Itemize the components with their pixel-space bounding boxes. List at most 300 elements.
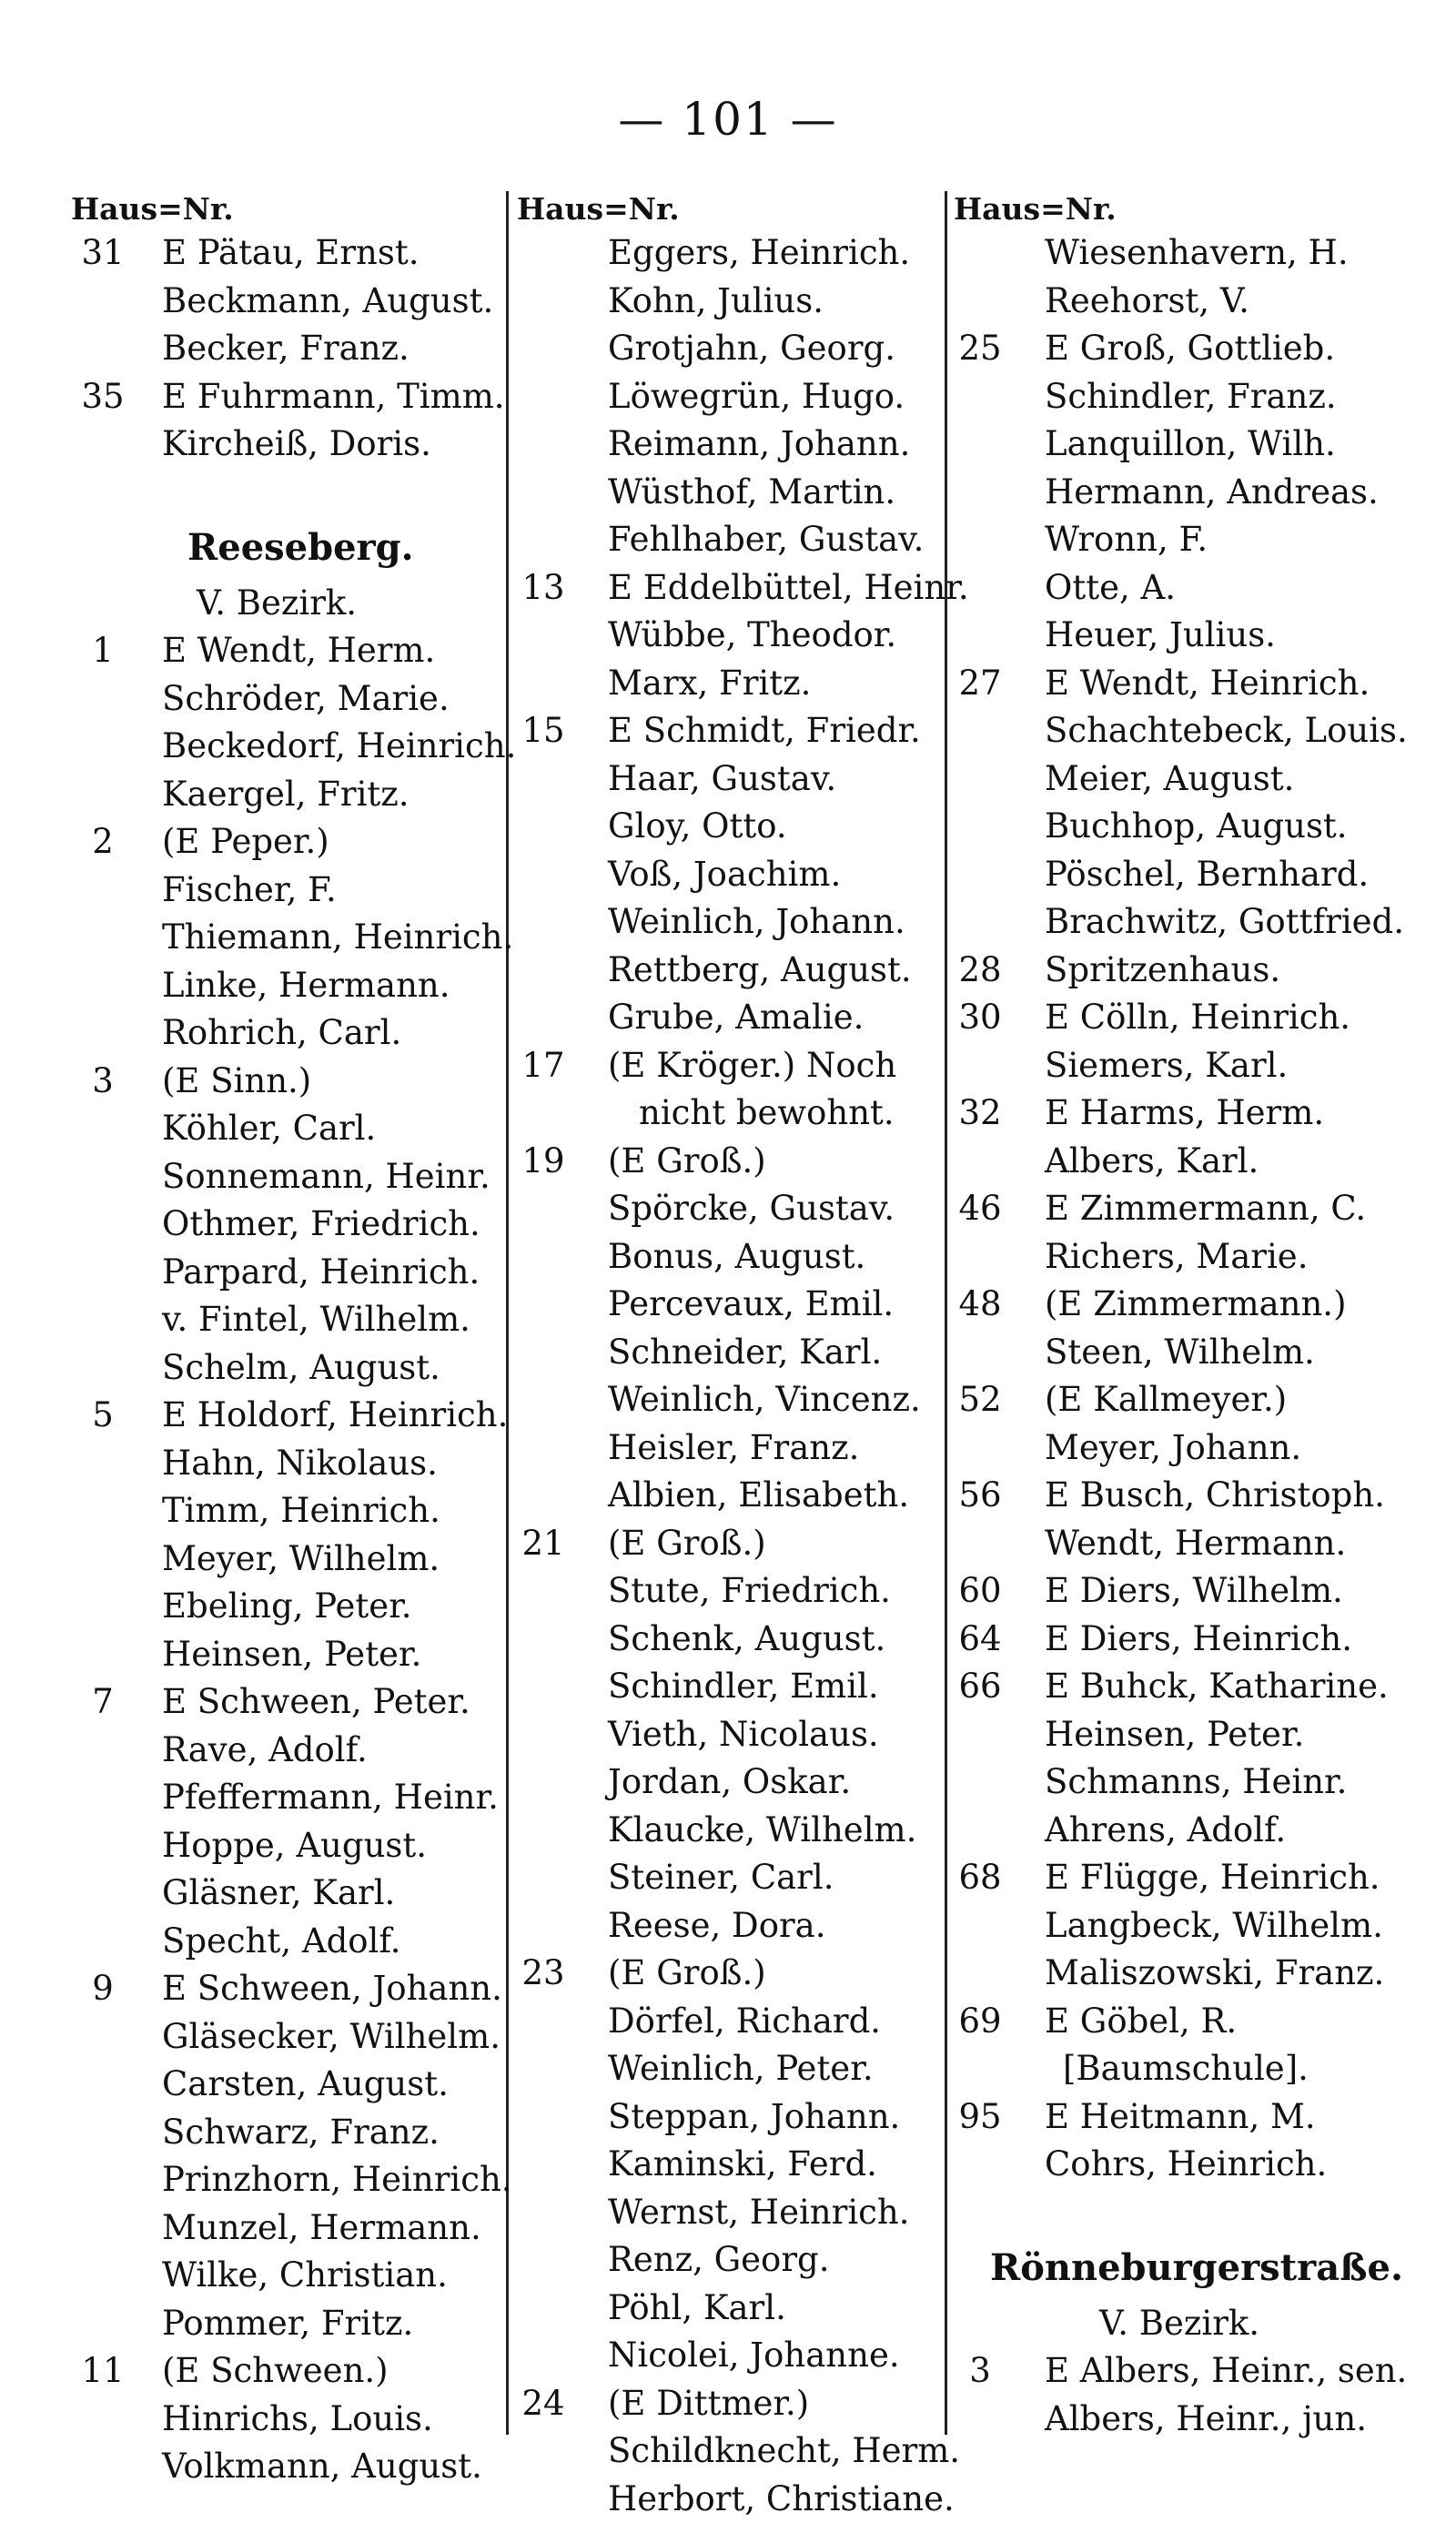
house-number: 64 [954, 1616, 1006, 1664]
street-title [954, 2236, 1409, 2300]
resident-name: Weinlich, Johann. [608, 898, 905, 947]
resident-name: Buchhop, August. [1045, 803, 1348, 851]
entry-row [517, 1902, 945, 1951]
entry-row [71, 278, 510, 326]
entry-row [517, 1424, 945, 1473]
resident-name: Meier, August. [1045, 755, 1294, 804]
house-number: 28 [954, 947, 1006, 995]
house-number: 7 [71, 1678, 135, 1727]
entry-row [71, 818, 510, 866]
entry-row [71, 1918, 510, 1966]
resident-name: Wendt, Hermann. [1045, 1520, 1346, 1568]
entry-row [71, 1105, 510, 1153]
resident-name: Grotjahn, Georg. [608, 325, 895, 373]
resident-name: E Harms, Herm. [1045, 1089, 1324, 1138]
resident-name: Becker, Franz. [162, 325, 410, 373]
resident-name: E Cölln, Heinrich. [1045, 994, 1350, 1042]
district-label [71, 580, 510, 628]
resident-name: Schwarz, Franz. [162, 2109, 440, 2157]
entry-row [71, 1440, 510, 1488]
entry-row [517, 1950, 945, 1998]
resident-name: Wübbe, Theodor. [608, 612, 896, 660]
house-number: 17 [517, 1042, 570, 1090]
house-number-header: Haus=Nr. [517, 189, 945, 229]
entry-row [954, 1185, 1409, 1233]
resident-name: (E Peper.) [162, 818, 329, 866]
entry-row [517, 1998, 945, 2046]
resident-name: Pommer, Fritz. [162, 2300, 413, 2348]
resident-name: Kaminski, Ferd. [608, 2141, 877, 2189]
resident-name: Ahrens, Adolf. [1045, 1807, 1286, 1855]
entry-row [954, 1520, 1409, 1568]
resident-name: Wüsthof, Martin. [608, 469, 895, 517]
resident-name: E Groß, Gottlieb. [1045, 325, 1335, 373]
entry-row [517, 1711, 945, 1759]
house-number: 60 [954, 1567, 1006, 1616]
entry-row [517, 612, 945, 660]
page-number: — 101 — [0, 93, 1456, 146]
entry-row [954, 229, 1409, 278]
house-number: 3 [954, 2347, 1006, 2396]
resident-name: Fischer, F. [162, 866, 337, 915]
entry-row [517, 1472, 945, 1520]
resident-name: Cohrs, Heinrich. [1045, 2141, 1327, 2189]
resident-name: (E Groß.) [608, 1950, 766, 1998]
resident-name: Hoppe, August. [162, 1822, 427, 1870]
entry-row [954, 1758, 1409, 1807]
street-title [71, 516, 510, 580]
house-number: 19 [517, 1138, 570, 1186]
resident-name: (E Dittmer.) [608, 2380, 809, 2428]
resident-name: Meyer, Wilhelm. [162, 1535, 440, 1584]
column-divider [945, 191, 947, 2435]
resident-name: E Busch, Christoph. [1045, 1472, 1385, 1520]
entry-row [954, 898, 1409, 947]
resident-name: Siemers, Karl. [1045, 1042, 1288, 1090]
entry-row [954, 803, 1409, 851]
resident-name: Ebeling, Peter. [162, 1583, 412, 1631]
resident-name: Steppan, Johann. [608, 2093, 900, 2142]
house-number: 3 [71, 1058, 135, 1106]
entry-row [954, 1807, 1409, 1855]
entry-row [954, 1663, 1409, 1711]
entry-row [71, 2204, 510, 2253]
entry-row [517, 469, 945, 517]
resident-name: Maliszowski, Franz. [1045, 1950, 1384, 1998]
entry-row [954, 851, 1409, 899]
resident-name: E Schween, Peter. [162, 1678, 470, 1727]
entry-row [954, 1089, 1409, 1138]
entry-row [71, 1535, 510, 1584]
house-number: 30 [954, 994, 1006, 1042]
house-number: 5 [71, 1392, 135, 1440]
house-number: 13 [517, 564, 570, 613]
resident-name: E Schmidt, Friedr. [608, 707, 921, 755]
entry-row [517, 1758, 945, 1807]
house-number: 66 [954, 1663, 1006, 1711]
resident-name: Fehlhaber, Gustav. [608, 516, 924, 564]
resident-name: Eggers, Heinrich. [608, 229, 910, 278]
house-number: 9 [71, 1965, 135, 2013]
resident-name: Schenk, August. [608, 1616, 885, 1664]
entry-row [71, 2300, 510, 2348]
entry-row [71, 1678, 510, 1727]
column-2 [517, 189, 945, 2523]
resident-name: Kircheiß, Doris. [162, 420, 431, 469]
resident-name: Pöhl, Karl. [608, 2285, 786, 2333]
resident-name: Hinrichs, Louis. [162, 2396, 433, 2444]
resident-name: E Schween, Johann. [162, 1965, 502, 2013]
resident-name: Schröder, Marie. [162, 675, 450, 724]
resident-name: Schneider, Karl. [608, 1329, 882, 1377]
entry-row [517, 707, 945, 755]
entry-row [954, 947, 1409, 995]
resident-name: (E Zimmermann.) [1045, 1281, 1347, 1329]
entry-row [71, 1727, 510, 1775]
entry-row [71, 1344, 510, 1393]
entry-row [71, 2347, 510, 2396]
house-number: 56 [954, 1472, 1006, 1520]
resident-name: Spritzenhaus. [1045, 947, 1280, 995]
resident-name: E Wendt, Herm. [162, 627, 435, 675]
resident-name: Klaucke, Wilhelm. [608, 1807, 916, 1855]
resident-name: Volkmann, August. [162, 2443, 482, 2491]
resident-name: Grube, Amalie. [608, 994, 864, 1042]
entry-row [517, 2476, 945, 2523]
resident-name: Othmer, Friedrich. [162, 1201, 480, 1249]
resident-name: (E Groß.) [608, 1138, 766, 1186]
resident-name: Beckedorf, Heinrich. [162, 723, 516, 771]
resident-name: v. Fintel, Wilhelm. [162, 1296, 470, 1344]
house-number: 35 [71, 373, 135, 421]
entry-row [954, 1042, 1409, 1090]
entry-row [954, 2396, 1409, 2444]
house-number: 32 [954, 1089, 1006, 1138]
house-number: 31 [71, 229, 135, 278]
resident-name: Hermann, Andreas. [1045, 469, 1379, 517]
entry-row [954, 612, 1409, 660]
resident-name: Carsten, August. [162, 2061, 449, 2109]
entry-row [517, 994, 945, 1042]
house-number: 52 [954, 1376, 1006, 1424]
resident-name: E Heitmann, M. [1045, 2093, 1316, 2142]
resident-name: (E Groß.) [608, 1520, 766, 1568]
house-number: 24 [517, 2380, 570, 2428]
entry-row [71, 1296, 510, 1344]
entry-row [71, 1583, 510, 1631]
resident-name: Bonus, August. [608, 1233, 865, 1282]
entry-row [954, 1711, 1409, 1759]
resident-name: Schindler, Franz. [1045, 373, 1337, 421]
entry-row [517, 2332, 945, 2380]
resident-name: Rettberg, August. [608, 947, 912, 995]
resident-name: Sonnemann, Heinr. [162, 1153, 490, 1201]
resident-name: E Wendt, Heinrich. [1045, 660, 1370, 708]
entry-row [954, 325, 1409, 373]
entry-row [71, 2109, 510, 2157]
entry-row [71, 2156, 510, 2204]
entry-row [517, 1329, 945, 1377]
entry-row [517, 755, 945, 804]
resident-name: Hahn, Nikolaus. [162, 1440, 438, 1488]
entry-row [954, 1567, 1409, 1616]
resident-name: E Flügge, Heinrich. [1045, 1854, 1380, 1902]
house-number: 21 [517, 1520, 570, 1568]
entry-row [954, 1998, 1409, 2046]
house-number: 23 [517, 1950, 570, 1998]
entry-row [954, 1138, 1409, 1186]
resident-name: nicht bewohnt. [639, 1089, 895, 1138]
entry-row [517, 803, 945, 851]
resident-name: Brachwitz, Gottfried. [1045, 898, 1404, 947]
resident-name: Kohn, Julius. [608, 278, 824, 326]
entry-row [954, 1472, 1409, 1520]
resident-name: (E Kallmeyer.) [1045, 1376, 1287, 1424]
entry-row [71, 1009, 510, 1058]
entry-row [517, 2141, 945, 2189]
entry-row [517, 2093, 945, 2142]
entry-row [954, 564, 1409, 613]
entry-row [954, 994, 1409, 1042]
resident-name: Renz, Georg. [608, 2236, 829, 2285]
entry-row [517, 2285, 945, 2333]
resident-name: Gloy, Otto. [608, 803, 787, 851]
entry-row [71, 1201, 510, 1249]
column-1 [71, 189, 510, 2491]
entry-row [71, 1058, 510, 1106]
resident-name: Löwegrün, Hugo. [608, 373, 905, 421]
resident-name: Rohrich, Carl. [162, 1009, 401, 1058]
resident-name: (E Schween.) [162, 2347, 389, 2396]
resident-name: Heinsen, Peter. [162, 1631, 421, 1679]
resident-name: Weinlich, Peter. [608, 2045, 874, 2093]
resident-name: Timm, Heinrich. [162, 1487, 440, 1535]
resident-name: Richers, Marie. [1045, 1233, 1308, 1282]
entry-row [71, 1487, 510, 1535]
entry-row [517, 898, 945, 947]
entry-row [954, 2347, 1409, 2396]
resident-name: Jordan, Oskar. [608, 1758, 851, 1807]
resident-name: [Baumschule]. [1063, 2045, 1309, 2093]
entry-row [517, 1089, 945, 1138]
entry-row [517, 1520, 945, 1568]
resident-name: Heisler, Franz. [608, 1424, 859, 1473]
entry-row [71, 2013, 510, 2062]
resident-name: Marx, Fritz. [608, 660, 811, 708]
resident-name: E Göbel, R. [1045, 1998, 1237, 2046]
resident-name: Meyer, Johann. [1045, 1424, 1301, 1473]
entry-row [517, 2189, 945, 2237]
resident-name: Pfeffermann, Heinr. [162, 1774, 499, 1822]
column-3 [954, 189, 1409, 2443]
entry-row [71, 1774, 510, 1822]
resident-name: Linke, Hermann. [162, 962, 450, 1010]
resident-name: Schelm, August. [162, 1344, 440, 1393]
resident-name: Reehorst, V. [1045, 278, 1249, 326]
resident-name: (E Sinn.) [162, 1058, 311, 1106]
entry-row [954, 2141, 1409, 2189]
house-number: 68 [954, 1854, 1006, 1902]
entry-row [517, 1233, 945, 1282]
entry-row [71, 1392, 510, 1440]
resident-name: Wernst, Heinrich. [608, 2189, 909, 2237]
entry-row [517, 1185, 945, 1233]
resident-name: E Diers, Wilhelm. [1045, 1567, 1343, 1616]
resident-name: Prinzhorn, Heinrich. [162, 2156, 512, 2204]
entry-row [517, 1616, 945, 1664]
entry-row [71, 325, 510, 373]
entry-row [71, 1822, 510, 1870]
entry-row [71, 2061, 510, 2109]
resident-name: Schmanns, Heinr. [1045, 1758, 1347, 1807]
entry-row [71, 627, 510, 675]
resident-name: Heinsen, Peter. [1045, 1711, 1304, 1759]
entry-row [954, 1281, 1409, 1329]
entry-row [71, 2252, 510, 2300]
house-number: 69 [954, 1998, 1006, 2046]
resident-name: Gläsecker, Wilhelm. [162, 2013, 500, 2062]
resident-name: Parpard, Heinrich. [162, 1249, 480, 1297]
entry-row [71, 1869, 510, 1918]
resident-name: Gläsner, Karl. [162, 1869, 395, 1918]
resident-name: Albien, Elisabeth. [608, 1472, 909, 1520]
resident-name: Voß, Joachim. [608, 851, 841, 899]
entry-row [954, 2045, 1409, 2093]
resident-name: (E Kröger.) Noch [608, 1042, 896, 1090]
entry-row [954, 1329, 1409, 1377]
entry-row [517, 660, 945, 708]
entry-row [71, 1965, 510, 2013]
entry-row [71, 1249, 510, 1297]
house-number: 2 [71, 818, 135, 866]
entry-row [517, 229, 945, 278]
entry-row [954, 420, 1409, 469]
resident-name: Schindler, Emil. [608, 1663, 879, 1711]
resident-name: Albers, Karl. [1045, 1138, 1259, 1186]
resident-name: Nicolei, Johanne. [608, 2332, 900, 2380]
entry-row [517, 373, 945, 421]
resident-name: V. Bezirk. [1099, 2300, 1259, 2348]
resident-name: E Diers, Heinrich. [1045, 1616, 1352, 1664]
resident-name: Percevaux, Emil. [608, 1281, 894, 1329]
entry-row [71, 1153, 510, 1201]
house-number-header: Haus=Nr. [71, 189, 510, 229]
entry-row [517, 516, 945, 564]
house-number: 48 [954, 1281, 1006, 1329]
entry-row [71, 675, 510, 724]
house-number: 25 [954, 325, 1006, 373]
entry-row [954, 707, 1409, 755]
resident-name: Spörcke, Gustav. [608, 1185, 895, 1233]
entry-row [71, 420, 510, 469]
resident-name: Stute, Friedrich. [608, 1567, 891, 1616]
resident-name: Heuer, Julius. [1045, 612, 1276, 660]
entry-row [71, 373, 510, 421]
resident-name: Vieth, Nicolaus. [608, 1711, 879, 1759]
entry-row [517, 1376, 945, 1424]
entry-row [71, 771, 510, 819]
entry-row [954, 1424, 1409, 1473]
resident-name: E Eddelbüttel, Heinr. [608, 564, 969, 613]
resident-name: Schildknecht, Herm. [608, 2427, 960, 2476]
resident-name: Pöschel, Bernhard. [1045, 851, 1369, 899]
resident-name: Lanquillon, Wilh. [1045, 420, 1336, 469]
house-number-header: Haus=Nr. [954, 189, 1409, 229]
resident-name: Wilke, Christian. [162, 2252, 448, 2300]
resident-name: Weinlich, Vincenz. [608, 1376, 921, 1424]
entry-row [517, 1854, 945, 1902]
resident-name: Otte, A. [1045, 564, 1176, 613]
resident-name: Reeseberg. [187, 516, 414, 580]
entry-row [954, 1376, 1409, 1424]
entry-row [517, 1567, 945, 1616]
resident-name: Steiner, Carl. [608, 1854, 834, 1902]
entry-row [517, 1042, 945, 1090]
entry-row [71, 1631, 510, 1679]
house-number: 11 [71, 2347, 135, 2396]
resident-name: Reimann, Johann. [608, 420, 910, 469]
entry-row [517, 564, 945, 613]
house-number: 95 [954, 2093, 1006, 2142]
resident-name: Wiesenhavern, H. [1045, 229, 1349, 278]
entry-row [71, 914, 510, 962]
entry-row [954, 755, 1409, 804]
resident-name: Haar, Gustav. [608, 755, 836, 804]
resident-name: Thiemann, Heinrich. [162, 914, 513, 962]
resident-name: Rönneburgerstraße. [990, 2236, 1403, 2300]
house-number: 1 [71, 627, 135, 675]
entry-row [954, 2189, 1409, 2236]
entry-row [954, 2093, 1409, 2142]
resident-name: E Fuhrmann, Timm. [162, 373, 505, 421]
entry-row [71, 2396, 510, 2444]
entry-row [954, 1950, 1409, 1998]
entry-row [517, 420, 945, 469]
entry-row [71, 723, 510, 771]
entry-row [71, 962, 510, 1010]
entry-row [517, 325, 945, 373]
resident-name: Kaergel, Fritz. [162, 771, 410, 819]
entry-row [71, 866, 510, 915]
house-number: 15 [517, 707, 570, 755]
entry-row [954, 516, 1409, 564]
resident-name: Köhler, Carl. [162, 1105, 376, 1153]
entry-row [517, 2045, 945, 2093]
resident-name: Rave, Adolf. [162, 1727, 368, 1775]
entry-row [517, 1138, 945, 1186]
resident-name: Specht, Adolf. [162, 1918, 401, 1966]
entry-row [71, 229, 510, 278]
resident-name: Albers, Heinr., jun. [1045, 2396, 1367, 2444]
entry-row [517, 2427, 945, 2476]
resident-name: E Holdorf, Heinrich. [162, 1392, 508, 1440]
entry-row [517, 2236, 945, 2285]
resident-name: E Albers, Heinr., sen. [1045, 2347, 1407, 2396]
entry-row [954, 660, 1409, 708]
resident-name: E Buhck, Katharine. [1045, 1663, 1389, 1711]
entry-row [71, 2443, 510, 2491]
entry-row [954, 1854, 1409, 1902]
house-number: 46 [954, 1185, 1006, 1233]
entry-row [517, 1807, 945, 1855]
entry-row [954, 1616, 1409, 1664]
resident-name: Steen, Wilhelm. [1045, 1329, 1315, 1377]
entry-row [517, 2380, 945, 2428]
resident-name: Dörfel, Richard. [608, 1998, 881, 2046]
house-number: 27 [954, 660, 1006, 708]
entry-row [954, 278, 1409, 326]
entry-row [517, 278, 945, 326]
